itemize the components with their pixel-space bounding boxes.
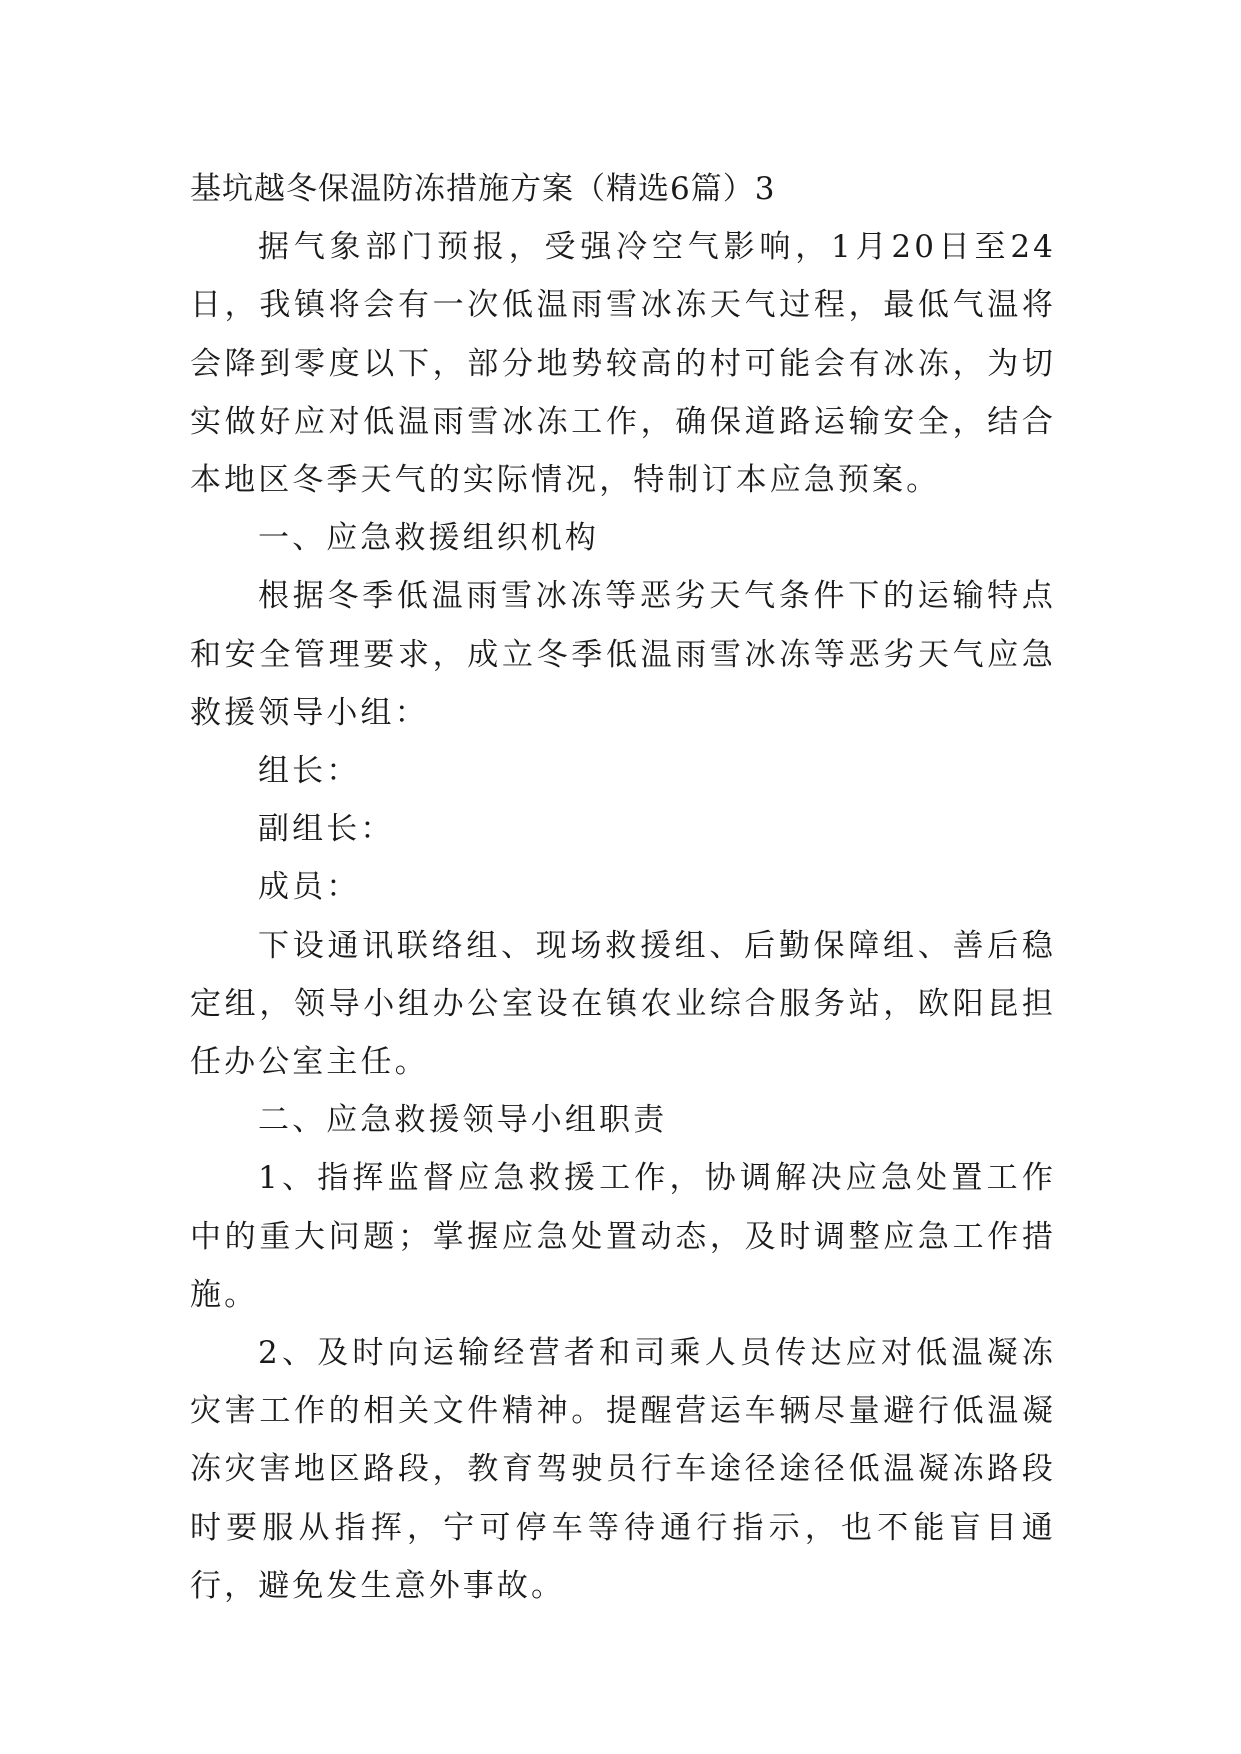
duty-item-1: 1、指挥监督应急救援工作，协调解决应急处置工作中的重大问题；掌握应急处置动态，及时调整应急工作措施。 [190,1160,1056,1313]
label-members: 成员： [258,869,361,906]
paragraph-subgroups: 下设通讯联络组、现场救援组、后勤保障组、善后稳定组，领导小组办公室设在镇农业综合服务站，欧阳昆担任办公室主任。 [190,927,1056,1081]
section-heading-duties: 二、应急救援领导小组职责 [258,1102,668,1139]
duty-item-2: 2、及时向运输经营者和司乘人员传达应对低温凝冻灾害工作的相关文件精神。提醒营运车辆尽量避行低温凝冻灾害地区路段，教育驾驶员行车途径途径低温凝冻路段时要服从指挥，宁可停车等待通行指示，也不能盲目通行，避免发生意外事故。 [190,1335,1056,1604]
document-body [190,160,1056,1615]
paragraph-forecast: 据气象部门预报，受强冷空气影响，1月20日至24日，我镇将会有一次低温雨雪冰冻天气过程，最低气温将会降到零度以下，部分地势较高的村可能会有冰冻，为切实做好应对低温雨雪冰冻工作，确保道路运输安全，结合本地区冬季天气的实际情况，特制订本应急预案。 [190,229,1056,499]
label-deputy-leader: 副组长： [258,811,395,848]
section-heading-organization: 一、应急救援组织机构 [258,520,599,557]
document-title: 基坑越冬保温防冻措施方案（精选6篇）3 [190,171,776,207]
label-leader: 组长： [258,753,361,790]
paragraph-organization: 根据冬季低温雨雪冰冻等恶劣天气条件下的运输特点和安全管理要求，成立冬季低温雨雪冰冻等恶劣天气应急救援领导小组： [190,578,1056,731]
